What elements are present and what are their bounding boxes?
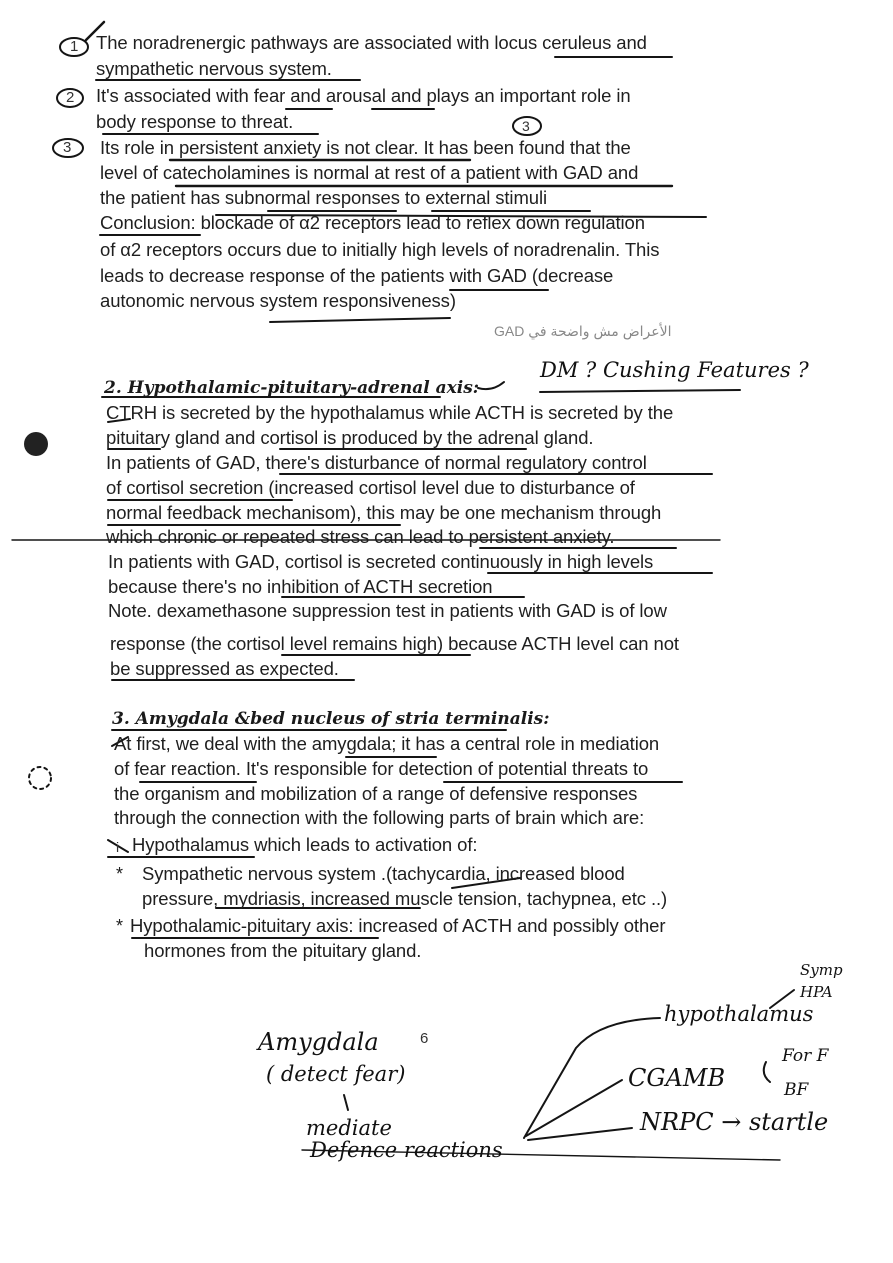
sec3-line-3: the organism and mobilization of a range of defensive responses	[114, 783, 638, 804]
sec1-line-7: the patient has subnormal responses to external stimuli	[100, 187, 547, 208]
sec1-line-11: autonomic nervous system responsiveness)	[100, 290, 456, 311]
hand-cgamb: CGAMB	[628, 1064, 726, 1092]
hand-hpa: HPA	[800, 983, 833, 1001]
page-number: 6	[420, 1030, 429, 1047]
arabic-margin-note: GAD الأعراض مش واضحة في	[494, 323, 672, 339]
sec2-line-10: response (the cortisol level remains high) because ACTH level can not	[110, 633, 679, 654]
sec2-line-2: pituitary gland and cortisol is produced by the adrenal gland.	[106, 427, 594, 448]
sec2-line-4: of cortisol secretion (increased cortisol level due to disturbance of	[106, 477, 635, 498]
sec1-line-9: of α2 receptors occurs due to initially high levels of noradrenalin. This	[100, 239, 660, 260]
hand-symp: Symp	[800, 961, 843, 979]
sub-marker-i: i	[116, 839, 120, 855]
sec2-line-7: In patients with GAD, cortisol is secreted continuously in high levels	[108, 551, 654, 572]
handnote-dm-cushing: DM ? Cushing Features ?	[540, 358, 809, 382]
hand-nrpc-startle: NRPC → startle	[640, 1108, 829, 1136]
bullet-2: *	[116, 916, 124, 936]
sec3-line-7: pressure, mydriasis, increased muscle tension, tachypnea, etc ..)	[142, 888, 668, 909]
sec1-line-3: It's associated with fear and arousal and plays an important role in	[96, 85, 631, 106]
hand-mediate: mediate	[306, 1116, 392, 1140]
sec2-line-9: Note. dexamethasone suppression test in patients with GAD is of low	[108, 600, 667, 621]
sec3-line-1: At first, we deal with the amygdala; it has a central role in mediation	[114, 733, 660, 754]
hand-bf: BF	[784, 1080, 809, 1100]
section-3-heading: 3. Amygdala &bed nucleus of stria terminalis:	[112, 709, 550, 729]
sec1-line-8: Conclusion: blockade of α2 receptors lead to reflex down regulation	[100, 212, 645, 233]
sec3-line-5: Hypothalamus which leads to activation of:	[132, 834, 478, 855]
sec2-line-6: which chronic or repeated stress can lead to persistent anxiety.	[106, 526, 615, 547]
sec1-line-5: Its role in persistent anxiety is not clear. It has been found that the	[100, 137, 631, 158]
sec1-line-2: sympathetic nervous system.	[96, 58, 332, 79]
sec3-line-8: Hypothalamic-pituitary axis: increased of ACTH and possibly other	[130, 915, 666, 936]
sec1-line-4: body response to threat.	[96, 111, 294, 132]
circled-note-3: 3	[522, 118, 530, 134]
hand-for-f: For F	[782, 1046, 829, 1066]
sec2-line-5: normal feedback mechanisom), this may be one mechanism through	[106, 502, 662, 523]
list-marker-3: 3	[63, 139, 72, 156]
list-marker-2: 2	[66, 89, 75, 106]
sec2-line-1: CTRH is secreted by the hypothalamus while ACTH is secreted by the	[106, 402, 674, 423]
sec2-line-8: because there's no inhibition of ACTH secretion	[108, 576, 493, 597]
section-2-heading: 2. Hypothalamic-pituitary-adrenal axis:	[104, 378, 480, 398]
hand-defence-reactions: Defence reactions	[310, 1138, 503, 1162]
sec2-line-3: In patients of GAD, there's disturbance of normal regulatory control	[106, 452, 647, 473]
hand-detect-fear: ( detect fear)	[266, 1062, 406, 1086]
hand-amygdala: Amygdala	[258, 1028, 379, 1056]
sec1-line-10: leads to decrease response of the patients with GAD (decrease	[100, 265, 614, 286]
sec3-line-6: Sympathetic nervous system .(tachycardia, increased blood	[142, 863, 625, 884]
sec3-line-4: through the connection with the following parts of brain which are:	[114, 807, 645, 828]
bullet-1: *	[116, 864, 124, 884]
sec3-line-9: hormones from the pituitary gland.	[144, 940, 422, 961]
sec3-line-2: of fear reaction. It's responsible for detection of potential threats to	[114, 758, 649, 779]
list-marker-1: 1	[70, 38, 79, 55]
sec1-line-1: The noradrenergic pathways are associated with locus ceruleus and	[96, 32, 647, 53]
sec2-line-11: be suppressed as expected.	[110, 658, 339, 679]
hand-hypothalamus: hypothalamus	[664, 1002, 814, 1026]
sec1-line-6: level of catecholamines is normal at rest of a patient with GAD and	[100, 162, 639, 183]
